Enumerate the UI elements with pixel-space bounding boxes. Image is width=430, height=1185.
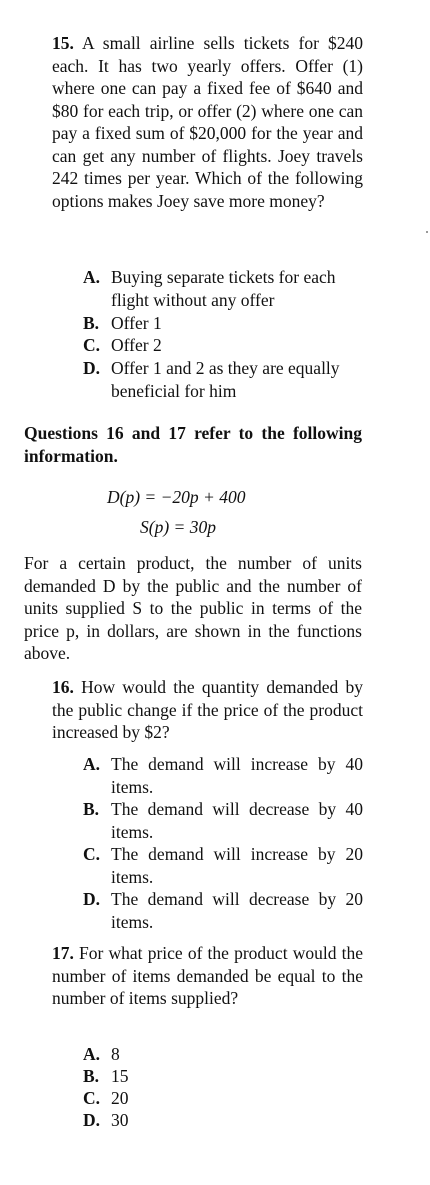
question-15 (52, 32, 363, 212)
question-text: A small airline sells tickets for $240 each. It has two yearly offers. Offer (1) where one can pay a fixed fee of $640 and $80 for each trip, or offer (2) where one can pay a fixed sum of $20,000 for the year and can get any number of flights. Joey travels 242 times per year. Which of the following options makes Joey save more money? (52, 33, 363, 211)
option-letter: D. (83, 358, 101, 378)
option-b (83, 312, 363, 335)
question-number: 17. (52, 943, 74, 963)
option-text: 8 (111, 1044, 120, 1064)
option-c (83, 334, 363, 357)
question-text: How would the quantity demanded by the public change if the price of the product increased by $2? (52, 677, 363, 742)
option-b (83, 1065, 363, 1088)
info-paragraph-text: For a certain product, the number of units demanded D by the public and the number of units supplied S to the public in terms of the price p, in dollars, are shown in the functions above. (24, 553, 362, 663)
question-17 (52, 942, 363, 1010)
option-letter: B. (83, 799, 100, 819)
option-letter: B. (83, 1066, 100, 1086)
option-text: The demand will increase by 40 items. (111, 754, 363, 797)
option-letter: A. (83, 754, 101, 774)
option-text: Offer 1 (111, 313, 162, 333)
option-letter: B. (83, 313, 100, 333)
option-text: The demand will decrease by 20 items. (111, 889, 363, 932)
option-letter: D. (83, 1110, 101, 1130)
info-heading (24, 422, 362, 467)
option-text: The demand will increase by 20 items. (111, 844, 363, 887)
option-letter: D. (83, 889, 101, 909)
option-letter: C. (83, 1088, 101, 1108)
stray-mark (426, 231, 428, 233)
option-text: Offer 1 and 2 as they are equally beneficial for him (111, 358, 340, 401)
option-text: Offer 2 (111, 335, 162, 355)
option-text: 15 (111, 1066, 129, 1086)
info-paragraph (24, 552, 362, 665)
question-number: 15. (52, 33, 74, 53)
option-a (83, 753, 363, 798)
option-text: The demand will decrease by 40 items. (111, 799, 363, 842)
option-text: 30 (111, 1110, 129, 1130)
question-number: 16. (52, 677, 74, 697)
question-text: For what price of the product would the number of items demanded be equal to the number of items supplied? (52, 943, 363, 1008)
option-d (83, 357, 363, 402)
equation-demand (107, 486, 245, 509)
option-text: Buying separate tickets for each flight without any offer (111, 267, 336, 310)
option-text: 20 (111, 1088, 129, 1108)
equation-supply (140, 516, 216, 539)
option-d (83, 1109, 363, 1132)
option-b (83, 798, 363, 843)
option-letter: A. (83, 267, 101, 287)
option-c (83, 843, 363, 888)
option-c (83, 1087, 363, 1110)
option-a (83, 1043, 363, 1066)
info-heading-text: Questions 16 and 17 refer to the following information. (24, 423, 362, 466)
question-16 (52, 676, 363, 744)
option-a (83, 266, 363, 311)
option-d (83, 888, 363, 933)
option-letter: C. (83, 335, 101, 355)
option-letter: A. (83, 1044, 101, 1064)
equation-demand-text: D(p) = −20p + 400 (107, 487, 246, 507)
option-letter: C. (83, 844, 101, 864)
equation-supply-text: S(p) = 30p (140, 517, 216, 537)
